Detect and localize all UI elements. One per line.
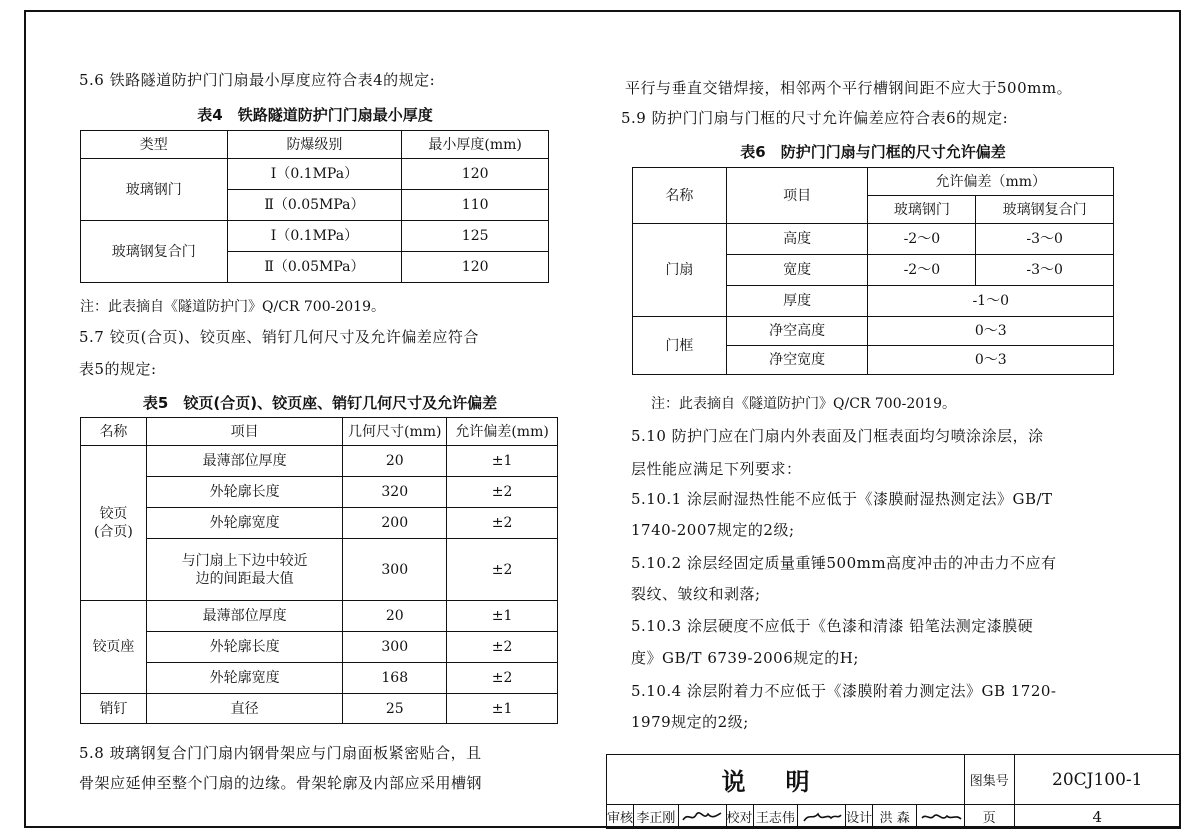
clause-5-9: 5.9 防护门门扇与门框的尺寸允许偏差应符合表6的规定:: [621, 109, 1009, 127]
clause-5-10-line2: 层性能应满足下列要求：: [631, 460, 802, 478]
table6-value: 0～3: [868, 317, 1114, 346]
table4-value: 125: [402, 221, 549, 252]
design-signature: [917, 805, 965, 829]
signature-icon: [919, 810, 963, 824]
clause-5-10-3-line1: 5.10.3 涂层硬度不应低于《色漆和清漆 铅笔法测定漆膜硬: [631, 617, 1034, 635]
table5-tolerance: ±1: [447, 601, 558, 632]
title-block: [606, 754, 1181, 829]
table6-name-leaf: 门扇: [633, 224, 727, 317]
sheet-title: 说明: [721, 768, 850, 796]
clause-5-10-1-line2: 1740-2007规定的2级;: [631, 521, 795, 539]
signature-icon: [680, 810, 724, 824]
table6-item: 厚度: [726, 286, 868, 317]
clause-5-10-2-line1: 5.10.2 涂层经固定质量重锤500mm高度冲击的冲击力不应有: [631, 554, 1057, 572]
clause-5-6: 5.6 铁路隧道防护门门扇最小厚度应符合表4的规定:: [79, 71, 436, 89]
hinge-last-item-line2: 边的间距最大值: [195, 570, 294, 587]
title-cell: [607, 755, 965, 805]
table5-tolerance: ±2: [447, 632, 558, 663]
hinge-last-item-line1: 与门扇上下边中较近: [181, 552, 308, 569]
check-label: 校对: [726, 805, 753, 829]
table5-size: 200: [343, 508, 447, 539]
hinge-name-line2: (合页): [93, 524, 133, 540]
table6-item: 高度: [726, 224, 868, 255]
table4-value: 110: [402, 190, 549, 221]
table6-item: 宽度: [726, 255, 868, 286]
table5-header-item: 项目: [146, 418, 342, 446]
table5-header-tolerance: 允许偏差(mm): [447, 418, 558, 446]
table6-value: -2～0: [868, 224, 976, 255]
table5-size: 20: [343, 446, 447, 477]
table6-value: -3～0: [976, 224, 1114, 255]
design-name: 洪 森: [873, 805, 917, 829]
table6-note: 注：此表摘自《隧道防护门》Q/CR 700-2019。: [651, 396, 956, 412]
table6-header-frp-door: 玻璃钢门: [868, 196, 976, 224]
table6-value: -3～0: [976, 255, 1114, 286]
table4-type: 玻璃钢复合门: [81, 221, 228, 283]
table5-item: 直径: [146, 694, 342, 724]
table6-value: -1～0: [868, 286, 1114, 317]
design-label: 设计: [846, 805, 873, 829]
table6-name-frame: 门框: [633, 317, 727, 375]
atlas-label: 图集号: [965, 755, 1014, 805]
table5-item: 外轮廓长度: [146, 632, 342, 663]
table5-tolerance: ±1: [447, 694, 558, 724]
page-number: 4: [1014, 805, 1181, 829]
review-signature: [678, 805, 726, 829]
table5-item: 最薄部位厚度: [146, 601, 342, 632]
table5-tolerance: ±1: [447, 446, 558, 477]
clause-5-10-2-line2: 裂纹、皱纹和剥落;: [631, 585, 761, 603]
table6-item: 净空宽度: [726, 346, 868, 375]
table6-item: 净空高度: [726, 317, 868, 346]
review-label: 审核: [607, 805, 634, 829]
table5-item: 外轮廓宽度: [146, 663, 342, 694]
table4: [80, 130, 549, 283]
table4-header-thickness: 最小厚度(mm): [402, 131, 549, 159]
clause-5-10-3-line2: 度》GB/T 6739-2006规定的H;: [631, 649, 859, 667]
clause-5-8-line1: 5.8 玻璃钢复合门门扇内钢骨架应与门扇面板紧密贴合，且: [79, 744, 482, 762]
table6-caption: 表6 防护门门扇与门框的尺寸允许偏差: [740, 143, 1006, 161]
table5-item: 外轮廓宽度: [146, 508, 342, 539]
table4-note: 注：此表摘自《隧道防护门》Q/CR 700-2019。: [80, 299, 385, 315]
clause-5-8-line2: 骨架应延伸至整个门扇的边缘。骨架轮廓及内部应采用槽钢: [79, 774, 483, 792]
table6-header-tolerance: 允许偏差（mm）: [868, 168, 1114, 196]
table5-tolerance: ±2: [447, 663, 558, 694]
table5-item: [146, 539, 342, 601]
table5-size: 300: [343, 539, 447, 601]
table5-item: 最薄部位厚度: [146, 446, 342, 477]
table5-size: 320: [343, 477, 447, 508]
clause-5-7-line1: 5.7 铰页(合页)、铰页座、销钉几何尺寸及允许偏差应符合: [79, 328, 479, 346]
review-name: 李正刚: [634, 805, 679, 829]
clause-5-8-continued: 平行与垂直交错焊接，相邻两个平行槽钢间距不应大于500mm。: [625, 79, 1073, 97]
table4-caption: 表4 铁路隧道防护门门扇最小厚度: [197, 106, 433, 124]
table5-name-hinge: [81, 446, 147, 601]
table5-tolerance: ±2: [447, 539, 558, 601]
table4-level: Ⅱ（0.05MPa）: [227, 190, 402, 221]
table6-header-frp-composite-door: 玻璃钢复合门: [976, 196, 1114, 224]
clause-5-10-4-line2: 1979规定的2级;: [631, 713, 749, 731]
atlas-number: 20CJ100-1: [1014, 755, 1181, 805]
table5: [80, 417, 558, 724]
table4-level: Ⅰ（0.1MPa）: [227, 221, 402, 252]
table5-caption: 表5 铰页(合页)、铰页座、销钉几何尺寸及允许偏差: [142, 394, 498, 412]
table5-header-name: 名称: [81, 418, 147, 446]
page-label: 页: [965, 805, 1014, 829]
table5-size: 25: [343, 694, 447, 724]
check-name: 王志伟: [753, 805, 798, 829]
table5-size: 300: [343, 632, 447, 663]
table4-value: 120: [402, 159, 549, 190]
table5-tolerance: ±2: [447, 477, 558, 508]
table4-type: 玻璃钢门: [81, 159, 228, 221]
table4-value: 120: [402, 252, 549, 283]
table4-header-level: 防爆级别: [227, 131, 402, 159]
check-signature: [798, 805, 846, 829]
signature-icon: [800, 810, 844, 824]
table5-size: 168: [343, 663, 447, 694]
table4-header-type: 类型: [81, 131, 228, 159]
clause-5-10-4-line1: 5.10.4 涂层附着力不应低于《漆膜附着力测定法》GB 1720-: [631, 682, 1057, 700]
table6-header-item: 项目: [726, 168, 868, 224]
table6-value: 0～3: [868, 346, 1114, 375]
clause-5-10-1-line1: 5.10.1 涂层耐湿热性能不应低于《漆膜耐湿热测定法》GB/T: [631, 490, 1053, 508]
table5-name-seat: 铰页座: [81, 601, 147, 694]
table5-header-size: 几何尺寸(mm): [343, 418, 447, 446]
clause-5-7-line2: 表5的规定:: [79, 360, 157, 378]
table6: [632, 167, 1114, 375]
table5-name-pin: 销钉: [81, 694, 147, 724]
table4-level: Ⅱ（0.05MPa）: [227, 252, 402, 283]
table5-size: 20: [343, 601, 447, 632]
table6-value: -2～0: [868, 255, 976, 286]
hinge-name-line1: 铰页: [99, 506, 128, 522]
table5-item: 外轮廓长度: [146, 477, 342, 508]
clause-5-10-line1: 5.10 防护门应在门扇内外表面及门框表面均匀喷涂涂层，涂: [631, 427, 1044, 445]
table6-header-name: 名称: [633, 168, 727, 224]
table5-tolerance: ±2: [447, 508, 558, 539]
table4-level: Ⅰ（0.1MPa）: [227, 159, 402, 190]
